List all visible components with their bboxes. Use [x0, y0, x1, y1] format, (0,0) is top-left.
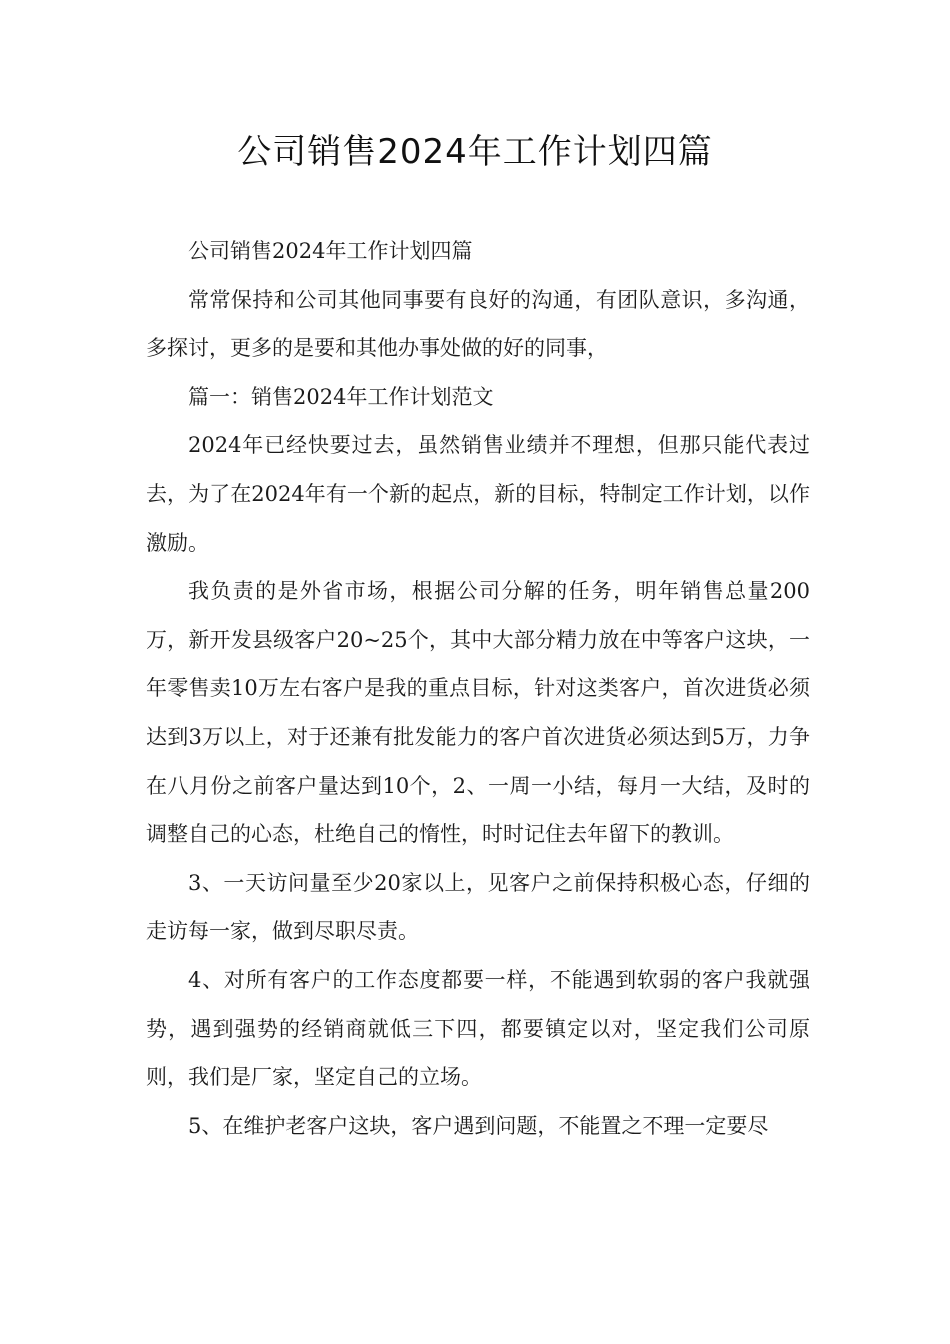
document-body: [146, 227, 810, 1150]
paragraph-item-4: 4、对所有客户的工作态度都要一样，不能遇到软弱的客户我就强势，遇到强势的经销商就低三下四，都要镇定以对，坚定我们公司原则，我们是厂家，坚定自己的立场。: [146, 967, 810, 1090]
document-title: 公司销售2024年工作计划四篇: [237, 132, 713, 172]
paragraph-section-heading: 篇一：销售2024年工作计划范文: [188, 384, 494, 409]
paragraph-communication: 常常保持和公司其他同事要有良好的沟通，有团队意识，多沟通，多探讨，更多的是要和其他办事处做的好的同事，: [146, 287, 810, 361]
paragraph-item-5: 5、在维护老客户这块，客户遇到问题，不能置之不理一定要尽: [188, 1113, 769, 1138]
paragraph-market-goals: 我负责的是外省市场，根据公司分解的任务，明年销售总量200万，新开发县级客户20~25个，其中大部分精力放在中等客户这块，一年零售卖10万左右客户是我的重点目标，针对这类客户，首次进货必须达到3万以上，对于还兼有批发能力的客户首次进货必须达到5万，力争在八月份之前客户量达到10个，2、一周一小结，每月一大结，及时的调整自己的心态，杜绝自己的惰性，时时记住去年留下的教训。: [146, 579, 810, 847]
paragraph-subtitle: 公司销售2024年工作计划四篇: [188, 239, 473, 263]
paragraph-item-3: 3、一天访问量至少20家以上，见客户之前保持积极心态，仔细的走访每一家，做到尽职尽责。: [146, 870, 810, 944]
paragraph-intro: 2024年已经快要过去，虽然销售业绩并不理想，但那只能代表过去，为了在2024年有一个新的起点，新的目标，特制定工作计划，以作激励。: [146, 433, 810, 555]
